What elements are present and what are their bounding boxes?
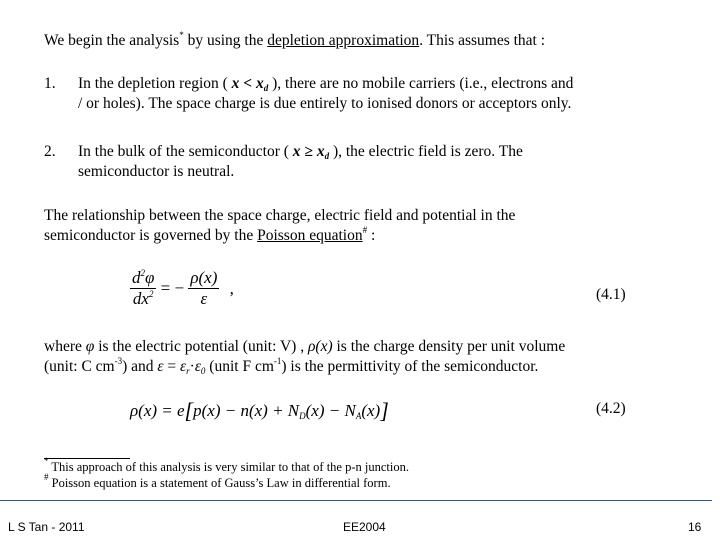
math-sub-r: r	[186, 366, 190, 376]
math-x: x	[292, 143, 301, 160]
list-item-line: / or holes). The space charge is due entirely to ionised donors or acceptors only.	[78, 95, 572, 112]
text-span: In the bulk of the semiconductor (	[78, 143, 293, 160]
math-sub-D: D	[299, 411, 306, 421]
equation-rhs-fraction	[188, 268, 219, 309]
math-dot: ·	[189, 358, 195, 375]
poisson-paragraph	[44, 206, 515, 246]
footer-rule	[0, 500, 712, 501]
footnote-marker-hash: #	[362, 225, 368, 235]
math-epsilon: ε	[194, 358, 201, 375]
math-sub-0: 0	[200, 366, 206, 376]
intro-text-1: We begin the analysis	[44, 32, 180, 49]
footnote-marker-star: *	[44, 456, 49, 466]
equation-term: (x)	[361, 401, 381, 420]
math-d: d	[132, 268, 141, 287]
text-span: is the electric potential (unit: V) ,	[94, 338, 308, 355]
unit-exponent: -1	[273, 356, 282, 366]
math-phi: φ	[145, 268, 155, 287]
footnote-2	[44, 472, 391, 490]
text-span: ), there are no mobile carriers (i.e., electrons and	[268, 75, 574, 92]
footer-author: L S Tan - 2011	[8, 520, 85, 534]
math-rho: ρ(x)	[190, 268, 218, 287]
paragraph-line	[44, 226, 515, 246]
math-epsilon: ε	[188, 288, 219, 309]
math-sub-d: d	[263, 83, 269, 93]
text-span: (unit: C cm	[44, 358, 115, 375]
list-item-line	[78, 74, 573, 94]
paragraph-line	[44, 357, 565, 377]
text-span: :	[367, 227, 376, 244]
equation-term: (x) − N	[305, 401, 356, 420]
math-epsilon: ε	[157, 358, 164, 375]
close-bracket: ]	[380, 398, 389, 423]
math-sub-d: d	[324, 151, 330, 161]
intro-text-2: by using the	[183, 32, 268, 49]
list-item-line: semiconductor is neutral.	[78, 163, 235, 180]
open-bracket: [	[184, 398, 194, 423]
equation-label-4-1: (4.1)	[596, 286, 626, 303]
text-span: (unit F cm	[205, 358, 274, 375]
math-x: x	[231, 75, 240, 92]
text-span: ), the electric field is zero. The	[329, 143, 523, 160]
intro-paragraph	[44, 31, 545, 51]
math-op: <	[239, 75, 257, 92]
equation-equals: = −	[160, 278, 185, 298]
footnote-marker-star: *	[179, 30, 184, 40]
text-span: is the charge density per unit volume	[332, 338, 566, 355]
definitions-paragraph	[44, 337, 565, 377]
footnote-text: Poisson equation is a statement of Gauss’s Law in differential form.	[48, 476, 391, 490]
list-number: 1.	[44, 75, 56, 92]
paragraph-line: The relationship between the space charge, electric field and potential in the	[44, 207, 516, 224]
page-number: 16	[688, 520, 702, 534]
equation-4-1	[130, 268, 234, 309]
math-epsilon: ε	[180, 358, 187, 375]
list-item-line	[78, 142, 523, 162]
math-x: x	[316, 143, 325, 160]
equation-term: p(x) − n(x) + N	[193, 401, 300, 420]
footnote-marker-hash: #	[44, 472, 49, 482]
depletion-approximation-term: depletion approximation	[267, 32, 420, 49]
text-span: =	[163, 358, 181, 375]
equation-lhs-fraction	[130, 268, 156, 309]
math-op: ≥	[300, 143, 317, 160]
equation-lhs: ρ(x) = e	[130, 401, 185, 420]
poisson-equation-term: Poisson equation	[257, 227, 363, 244]
paragraph-line	[44, 337, 565, 357]
equation-label-4-2: (4.2)	[596, 400, 626, 417]
math-phi: φ	[85, 338, 95, 355]
footnote-text: This approach of this analysis is very similar to that of the p-n junction.	[48, 460, 409, 474]
unit-exponent: -3	[114, 356, 123, 366]
footer-course: EE2004	[343, 520, 386, 534]
math-exp: 2	[140, 268, 145, 278]
math-exp: 2	[148, 289, 154, 299]
text-span: In the depletion region (	[78, 75, 232, 92]
list-number: 2.	[44, 143, 56, 160]
math-dx: dx	[132, 289, 149, 308]
equation-comma: ,	[229, 278, 234, 298]
text-span: ) is the permittivity of the semiconductor.	[281, 358, 539, 375]
text-span: semiconductor is governed by the	[44, 227, 258, 244]
intro-text-3: . This assumes that :	[419, 32, 546, 49]
math-sub-A: A	[355, 411, 362, 421]
footnote-divider	[44, 458, 130, 459]
text-span: where	[44, 338, 86, 355]
text-span: ) and	[122, 358, 158, 375]
footnote-1	[44, 456, 409, 474]
list-item-body	[78, 74, 573, 114]
math-rho: ρ(x)	[307, 338, 333, 355]
math-x: x	[256, 75, 264, 92]
equation-4-2	[130, 398, 389, 424]
list-item-body	[78, 142, 523, 182]
